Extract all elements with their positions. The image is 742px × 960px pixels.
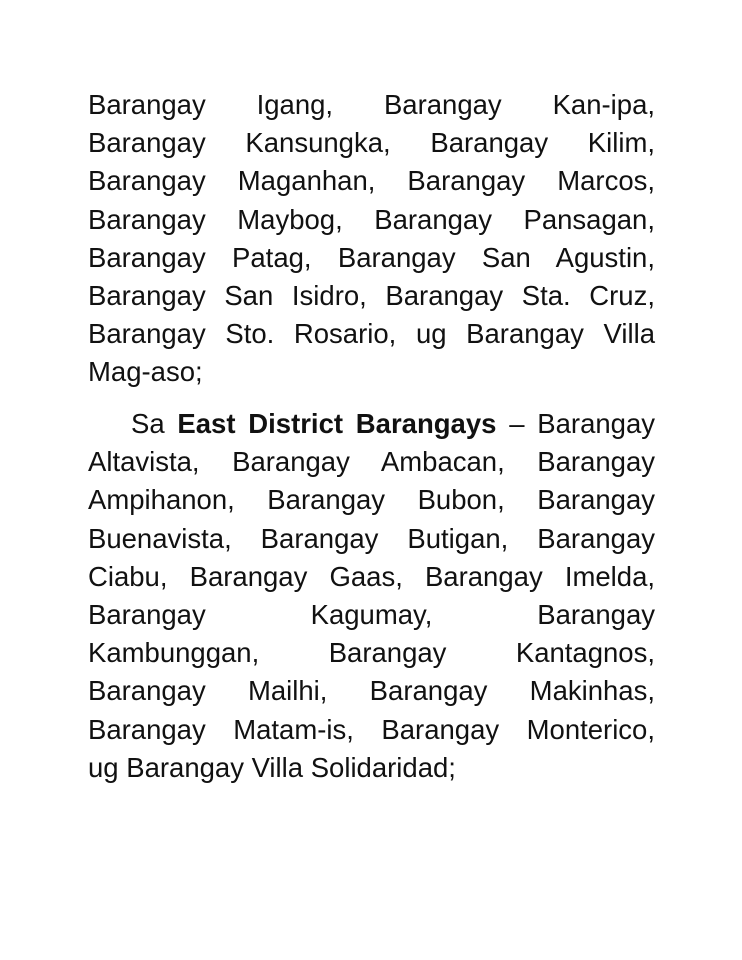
text-line: Ampihanon, Barangay Bubon, Barangay <box>88 484 655 516</box>
lead-word: Sa <box>131 408 178 439</box>
paragraph-west-list <box>88 86 655 392</box>
first-line-tail: Barangay <box>537 408 656 439</box>
text-line: Barangay Kansungka, Barangay Kilim, <box>88 127 655 159</box>
text-line: Barangay San Isidro, Barangay Sta. Cruz, <box>88 279 655 311</box>
text-line: Barangay Igang, Barangay Kan-ipa, <box>88 89 655 120</box>
text-line: Barangay Kagumay, Barangay <box>88 598 655 630</box>
paragraph-first-line <box>88 405 655 443</box>
text-line: Altavista, Barangay Ambacan, Barangay <box>88 446 655 478</box>
text-line: Barangay Patag, Barangay San Agustin, <box>88 241 655 273</box>
text-line: Mag-aso; <box>88 356 203 388</box>
text-line: Barangay Sto. Rosario, ug Barangay Villa <box>88 318 655 350</box>
text-line: Barangay Maganhan, Barangay Marcos, <box>88 165 655 197</box>
text-line: Ciabu, Barangay Gaas, Barangay Imelda, <box>88 560 655 592</box>
text-line: Kambunggan, Barangay Kantagnos, <box>88 637 655 669</box>
paragraph-east-district <box>88 405 655 787</box>
section-heading: East District Barangays <box>177 408 497 439</box>
text-line: Barangay Matam-is, Barangay Monterico, <box>88 713 655 745</box>
text-line: Buenavista, Barangay Butigan, Barangay <box>88 522 655 554</box>
text-line: ug Barangay Villa Solidaridad; <box>88 751 456 783</box>
dash-separator: – <box>496 408 538 439</box>
text-line: Barangay Mailhi, Barangay Makinhas, <box>88 675 655 707</box>
text-line: Barangay Maybog, Barangay Pansagan, <box>88 203 655 235</box>
